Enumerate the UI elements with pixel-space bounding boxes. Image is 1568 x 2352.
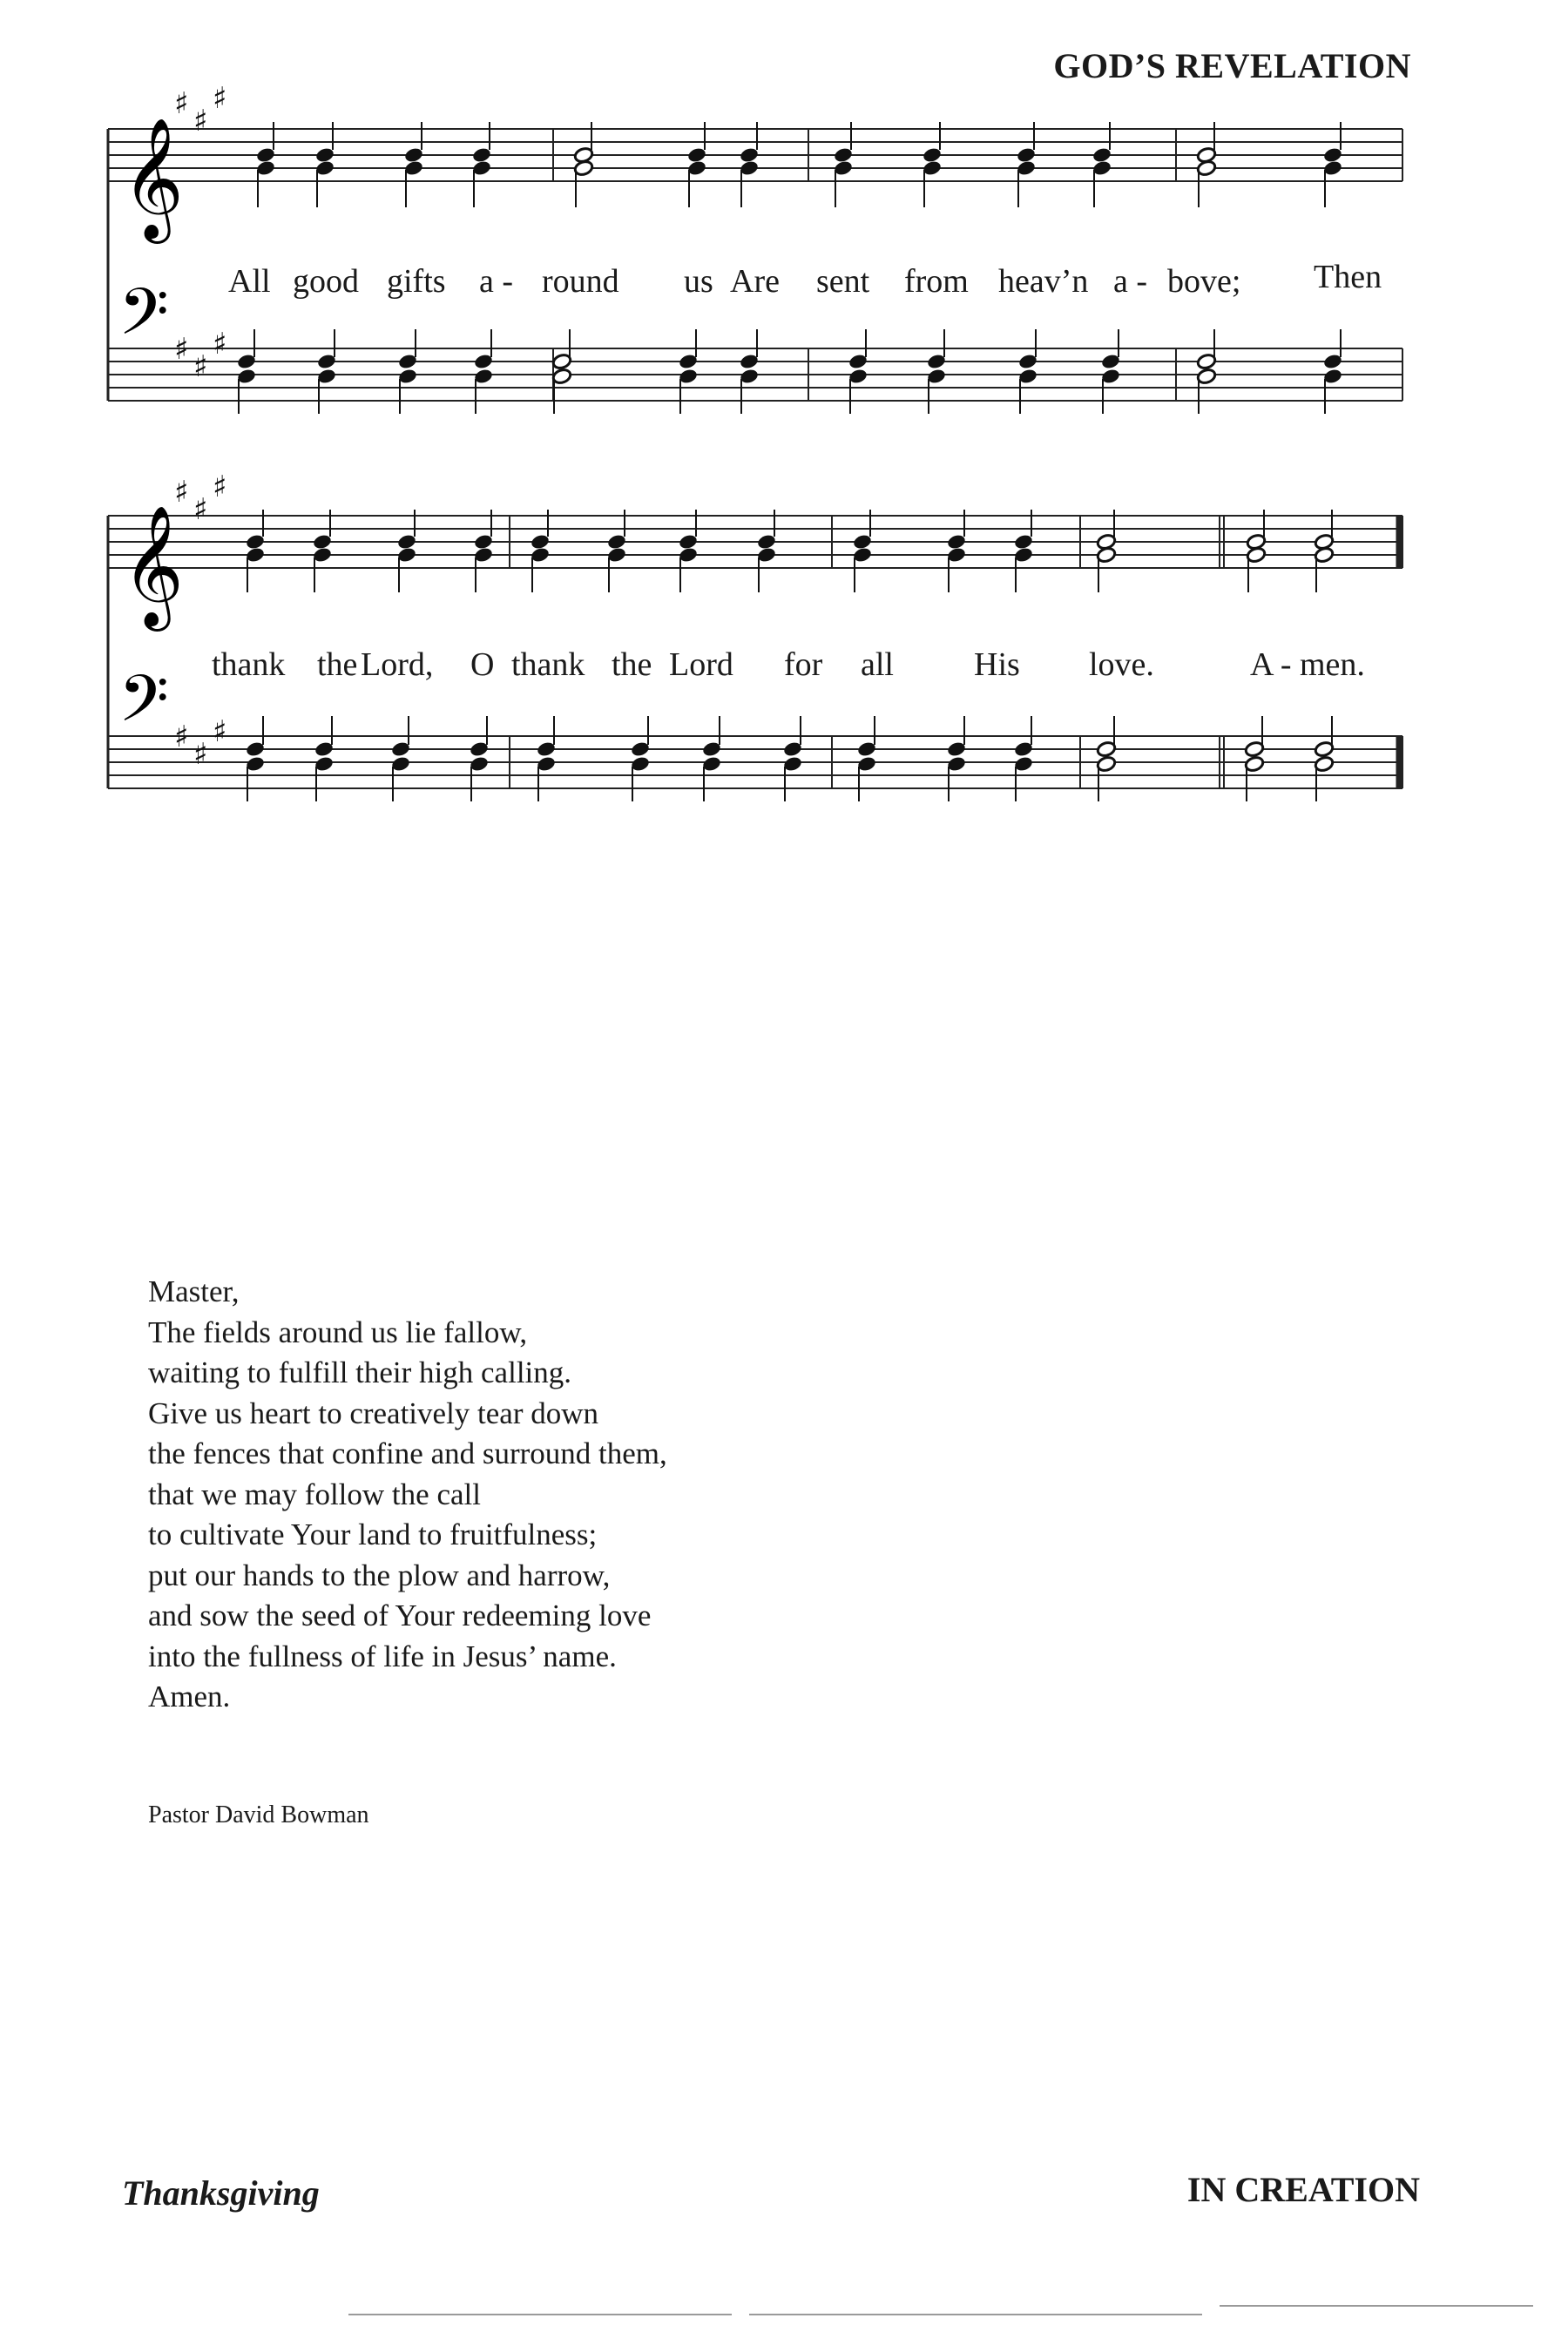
- treble-clef-sys2: 𝄞: [122, 505, 184, 626]
- lyric-syllable: thank: [212, 646, 286, 683]
- lyric-syllable: A - men.: [1250, 646, 1365, 683]
- svg-text:♯: ♯: [193, 737, 208, 772]
- prayer-line: put our hands to the plow and harrow,: [148, 1558, 611, 1592]
- lyric-syllable: a -: [1113, 263, 1148, 300]
- prayer-line: into the fullness of life in Jesus’ name.: [148, 1639, 617, 1673]
- lyric-syllable: the: [612, 646, 652, 683]
- lyric-syllable: O: [470, 646, 495, 683]
- svg-text:♯: ♯: [213, 81, 227, 116]
- prayer-line: and sow the seed of Your redeeming love: [148, 1598, 652, 1632]
- lyric-syllable: sent: [816, 263, 870, 300]
- lyric-syllable: love.: [1089, 646, 1154, 683]
- lyrics-line-1: [228, 259, 1382, 300]
- note-heads: [236, 122, 1343, 801]
- scan-line-right: [1220, 2305, 1533, 2307]
- lyric-syllable: Are: [730, 263, 780, 300]
- svg-text:♯: ♯: [213, 470, 227, 504]
- prayer-line: waiting to fulfill their high calling.: [148, 1355, 572, 1389]
- prayer-line: to cultivate Your land to fruitfulness;: [148, 1517, 598, 1551]
- prayer-author: Pastor David Bowman: [148, 1801, 369, 1828]
- svg-text:♯: ♯: [174, 720, 189, 754]
- bass-clef-sys2: 𝄢: [118, 661, 169, 753]
- lyric-syllable: bove;: [1167, 263, 1241, 300]
- prayer-line: The fields around us lie fallow,: [148, 1315, 528, 1349]
- svg-text:♯: ♯: [174, 475, 189, 510]
- lyric-syllable: heav’n: [998, 263, 1089, 300]
- svg-text:♯: ♯: [193, 492, 208, 527]
- svg-text:♯: ♯: [174, 86, 189, 121]
- prayer-line: Master,: [148, 1274, 240, 1308]
- svg-text:♯: ♯: [193, 349, 208, 384]
- svg-text:♯: ♯: [213, 327, 227, 362]
- lyric-syllable: a -: [479, 263, 514, 300]
- scan-line-left: [348, 2314, 732, 2315]
- bass-clef-sys1: 𝄢: [118, 274, 169, 366]
- scan-line-mid: [749, 2314, 1202, 2315]
- lyric-syllable: Then: [1314, 259, 1382, 295]
- lyric-syllable: all: [861, 646, 894, 683]
- lyric-syllable: us: [684, 263, 713, 300]
- lyric-syllable: thank: [511, 646, 585, 683]
- treble-clef-sys1: 𝄞: [122, 118, 184, 239]
- section-title: GOD’S REVELATION: [1053, 46, 1411, 85]
- footer-category: IN CREATION: [1186, 2170, 1420, 2209]
- svg-text:♯: ♯: [193, 104, 208, 139]
- lyric-syllable: round: [542, 263, 619, 300]
- lyrics-line-2: [212, 646, 1365, 683]
- lyric-syllable: the: [317, 646, 358, 683]
- lyric-syllable: Lord,: [361, 646, 434, 683]
- hymn-score: [0, 0, 1568, 871]
- svg-text:♯: ♯: [174, 332, 189, 367]
- footer-topic: Thanksgiving: [122, 2173, 320, 2213]
- lyric-syllable: from: [904, 263, 969, 300]
- staff-lines: [108, 129, 1402, 788]
- prayer-line: that we may follow the call: [148, 1477, 481, 1511]
- lyric-syllable: gifts: [387, 263, 446, 300]
- prayer-line: Amen.: [148, 1680, 231, 1713]
- lyric-syllable: Lord: [669, 646, 733, 683]
- prayer-line: Give us heart to creatively tear down: [148, 1396, 599, 1430]
- prayer-text: [148, 1272, 667, 1718]
- prayer-line: the fences that confine and surround them,: [148, 1436, 667, 1470]
- lyric-syllable: good: [293, 263, 359, 300]
- lyric-syllable: All: [228, 263, 271, 300]
- svg-text:♯: ♯: [213, 714, 227, 749]
- lyric-syllable: His: [974, 646, 1020, 683]
- lyric-syllable: for: [784, 646, 823, 683]
